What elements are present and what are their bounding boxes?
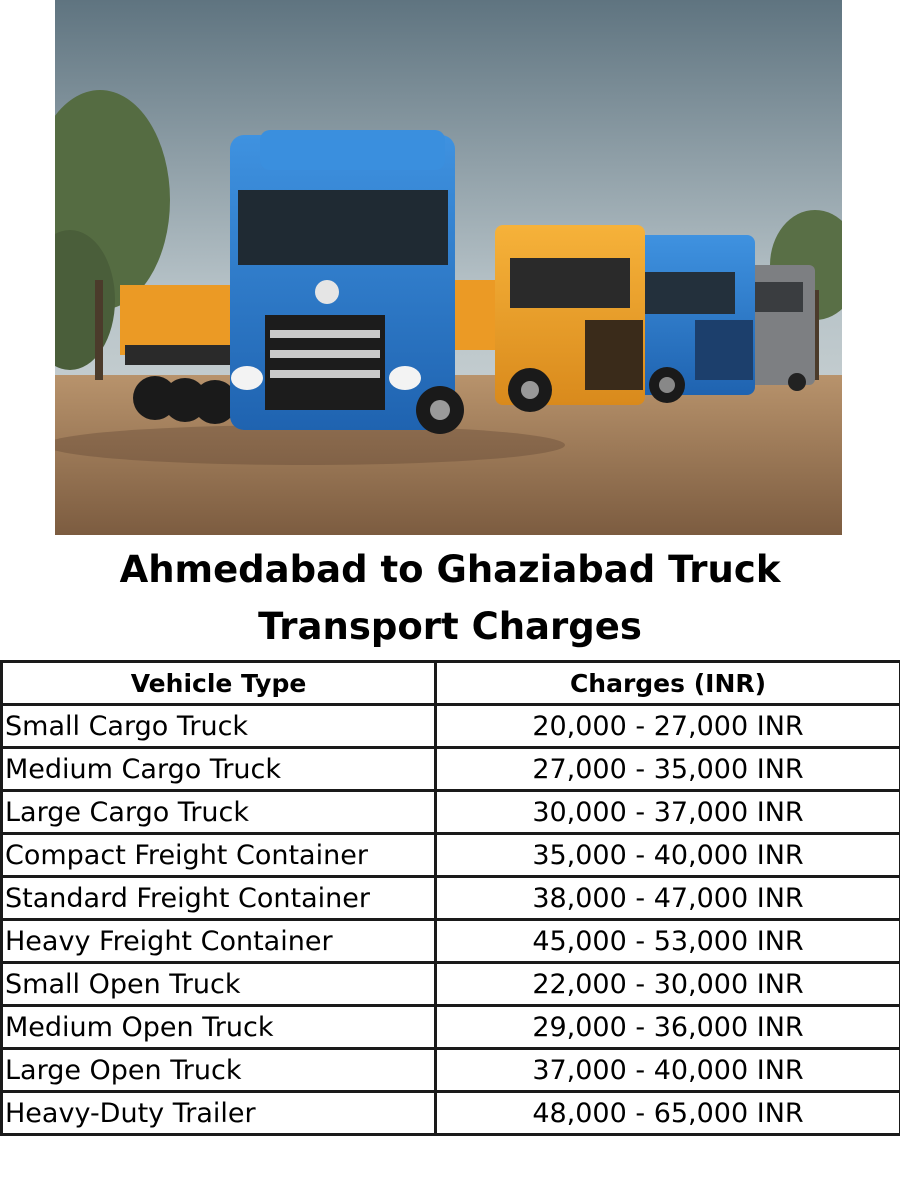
charges-cell: 30,000 - 37,000 INR xyxy=(436,791,900,834)
table-row xyxy=(2,834,900,877)
vehicle-type-cell: Large Open Truck xyxy=(2,1049,436,1092)
table-row xyxy=(2,705,900,748)
charges-cell: 48,000 - 65,000 INR xyxy=(436,1092,900,1135)
charges-cell: 22,000 - 30,000 INR xyxy=(436,963,900,1006)
header-charges: Charges (INR) xyxy=(436,662,900,705)
vehicle-type-cell: Heavy Freight Container xyxy=(2,920,436,963)
charges-cell: 35,000 - 40,000 INR xyxy=(436,834,900,877)
charges-cell: 37,000 - 40,000 INR xyxy=(436,1049,900,1092)
table-row xyxy=(2,791,900,834)
vehicle-type-cell: Compact Freight Container xyxy=(2,834,436,877)
charges-cell: 29,000 - 36,000 INR xyxy=(436,1006,900,1049)
page-title xyxy=(0,541,900,655)
vehicle-type-cell: Heavy-Duty Trailer xyxy=(2,1092,436,1135)
charges-cell: 38,000 - 47,000 INR xyxy=(436,877,900,920)
vehicle-type-cell: Small Cargo Truck xyxy=(2,705,436,748)
table-row xyxy=(2,920,900,963)
trucks-photo-icon xyxy=(55,0,842,535)
table-row xyxy=(2,1006,900,1049)
table-row xyxy=(2,748,900,791)
table-row xyxy=(2,1049,900,1092)
charges-table xyxy=(0,660,900,1136)
vehicle-type-cell: Large Cargo Truck xyxy=(2,791,436,834)
charges-cell: 20,000 - 27,000 INR xyxy=(436,705,900,748)
vehicle-type-cell: Medium Open Truck xyxy=(2,1006,436,1049)
hero-image xyxy=(55,0,842,535)
vehicle-type-cell: Standard Freight Container xyxy=(2,877,436,920)
vehicle-type-cell: Small Open Truck xyxy=(2,963,436,1006)
title-line-2: Transport Charges xyxy=(258,605,642,648)
title-line-1: Ahmedabad to Ghaziabad Truck xyxy=(119,548,781,591)
charges-cell: 45,000 - 53,000 INR xyxy=(436,920,900,963)
table-header-row xyxy=(2,662,900,705)
table-row xyxy=(2,1092,900,1135)
charges-cell: 27,000 - 35,000 INR xyxy=(436,748,900,791)
vehicle-type-cell: Medium Cargo Truck xyxy=(2,748,436,791)
table-row xyxy=(2,963,900,1006)
header-vehicle-type: Vehicle Type xyxy=(2,662,436,705)
table-row xyxy=(2,877,900,920)
